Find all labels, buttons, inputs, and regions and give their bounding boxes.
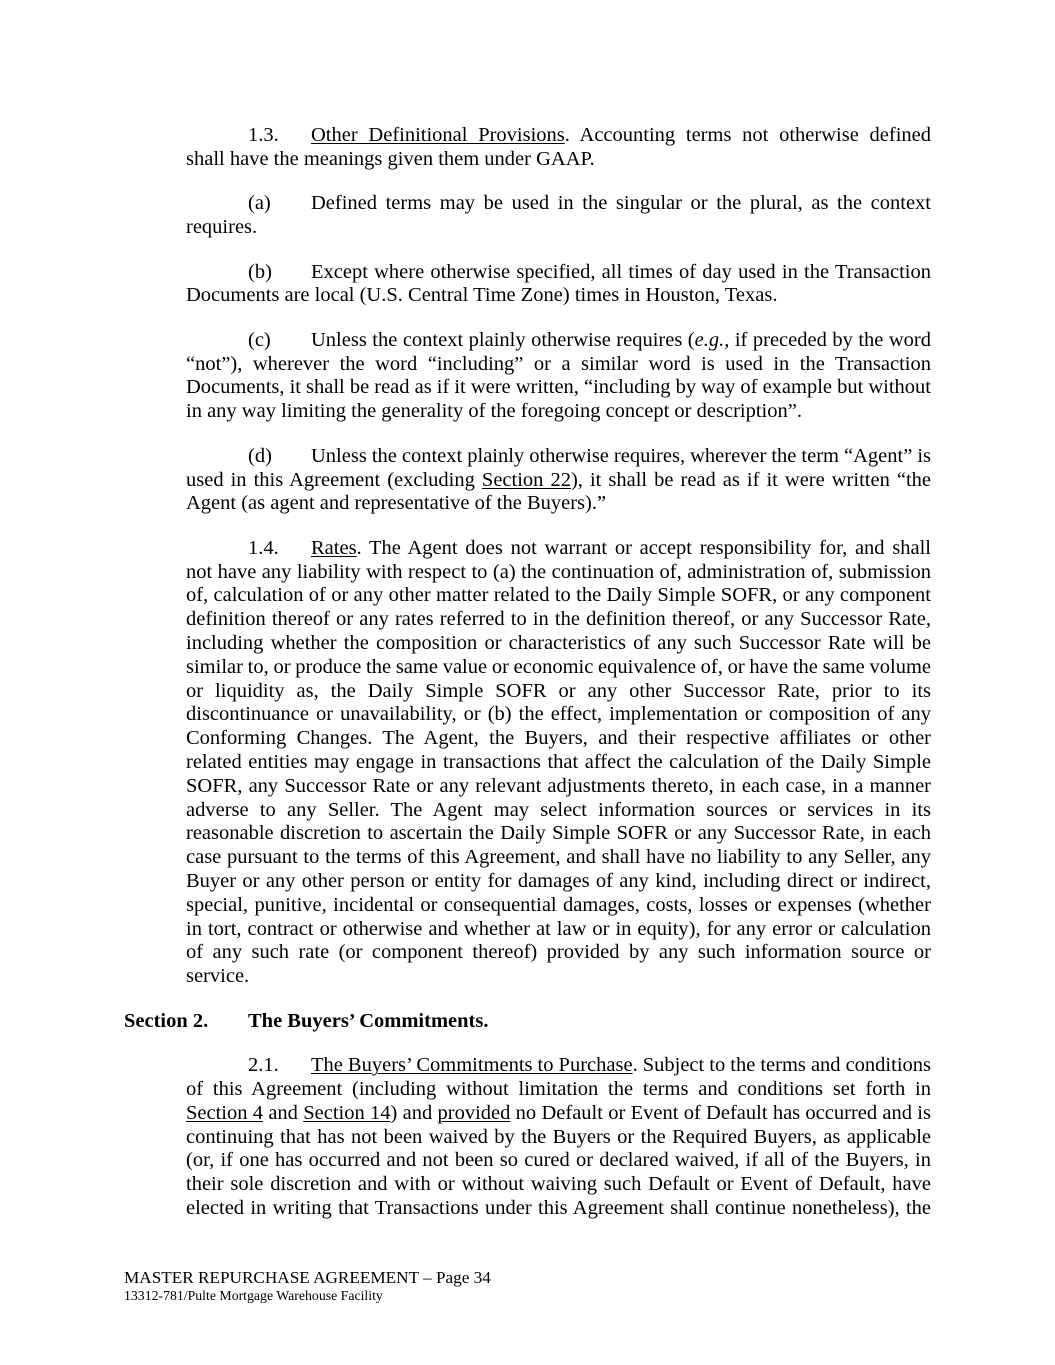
- text-line: [186, 376, 931, 400]
- paragraph-number: 1.3.: [248, 124, 279, 146]
- text-run: used in this Agreement (excluding: [186, 468, 482, 491]
- footer-title: MASTER REPURCHASE AGREEMENT – Page 34: [124, 1268, 491, 1287]
- text-run: . Accounting terms not otherwise defined: [564, 124, 931, 146]
- line-text: [311, 329, 931, 353]
- text-run: requires.: [186, 216, 258, 239]
- text-run: Conforming Changes. The Agent, the Buyers, and their respective affiliates or other: [186, 727, 931, 750]
- text-line: [186, 608, 931, 632]
- text-line: [186, 656, 931, 680]
- text-run: shall have the meanings given them under GAAP.: [186, 147, 595, 170]
- section-reference: Section 4: [186, 1101, 264, 1124]
- text-run: . Subject to the terms and conditions: [632, 1054, 931, 1077]
- text-run: Documents are local (U.S. Central Time Zone) times in Houston, Texas.: [186, 284, 778, 307]
- italic-abbreviation: e.g.: [694, 328, 725, 351]
- text-line: [186, 941, 931, 965]
- paragraph-1-4: [186, 537, 931, 989]
- text-run: SOFR, any Successor Rate or any relevant adjustments thereto, in each case, in a manner: [186, 774, 931, 797]
- line-text: [311, 445, 931, 469]
- text-run: Documents, it shall be read as if it were written, “including by way of example but without: [186, 376, 931, 399]
- text-line: [186, 751, 931, 775]
- text-run: , if preceded by the word: [724, 328, 931, 351]
- paragraph-caption: Other Definitional Provisions: [311, 124, 565, 146]
- footer-document-reference: 13312-781/Pulte Mortgage Warehouse Facility: [124, 1287, 383, 1303]
- text-run: discontinuance or unavailability, or (b) the effect, implementation or composition of any: [186, 703, 931, 726]
- subparagraph-b: [186, 261, 931, 309]
- text-line: [186, 1126, 931, 1150]
- subparagraph-d: [186, 445, 931, 516]
- text-run: continuing that has not been waived by the Buyers or the Required Buyers, as applicable: [186, 1125, 931, 1148]
- text-line: [186, 469, 931, 493]
- paragraph-number: (b): [248, 260, 272, 283]
- text-run: special, punitive, incidental or consequential damages, costs, losses or expenses (whether: [186, 893, 931, 916]
- text-run: Unless the context plainly otherwise requires (: [311, 328, 695, 351]
- text-line: [186, 353, 931, 377]
- line-text: [311, 261, 931, 285]
- text-run: service.: [186, 965, 250, 988]
- paragraph-number: (c): [248, 328, 271, 351]
- text-run: . The Agent does not warrant or accept responsibility for, and shall: [356, 536, 931, 559]
- text-line: [186, 703, 931, 727]
- line-text: [311, 537, 931, 561]
- paragraph-caption: Rates: [311, 536, 357, 559]
- text-line: [186, 1102, 931, 1126]
- text-line: [186, 1197, 931, 1221]
- text-run: of any such rate (or component thereof) provided by any such information source or: [186, 941, 931, 964]
- text-run: their sole discretion and with or without waiving such Default or Event of Default, have: [186, 1173, 931, 1196]
- paragraph-1-3: [186, 124, 931, 172]
- text-run: not have any liability with respect to (a) the continuation of, administration of, submission: [186, 560, 931, 583]
- subparagraph-a: [186, 192, 931, 240]
- text-line: [186, 846, 931, 870]
- text-run: ), it shall be read as if it were written “the: [570, 468, 931, 491]
- text-run: Unless the context plainly otherwise requires, wherever the term “Agent” is: [311, 444, 931, 467]
- text-run: “not”), wherever the word “including” or a similar word is used in the Transaction: [186, 352, 931, 375]
- text-line: [248, 537, 931, 561]
- section-reference: Section 14: [303, 1101, 391, 1124]
- document-body: [124, 124, 931, 1241]
- text-run: (or, if one has occurred and not been so cured or declared waived, if all of the Buyers, in: [186, 1149, 931, 1172]
- text-line: [186, 216, 931, 240]
- text-run: and: [263, 1101, 304, 1124]
- text-line: [186, 584, 931, 608]
- section-heading: [124, 1010, 931, 1034]
- text-line: [186, 561, 931, 585]
- text-line: [248, 192, 931, 216]
- paragraph-2-1: [186, 1054, 931, 1221]
- text-run: ) and: [390, 1101, 438, 1124]
- text-line: [186, 1149, 931, 1173]
- text-line: [186, 284, 931, 308]
- text-run: similar to, or produce the same value or economic equivalence of, or have the same volume: [186, 655, 931, 678]
- text-run: Buyer or any other person or entity for damages of any kind, including direct or indirect,: [186, 869, 931, 892]
- underlined-term: provided: [437, 1101, 511, 1124]
- text-run: no Default or Event of Default has occurred and is: [510, 1101, 931, 1124]
- section-title: The Buyers’ Commitments.: [248, 1009, 489, 1032]
- text-line: [248, 124, 931, 148]
- text-run: reasonable discretion to ascertain the Daily Simple SOFR or any Successor Rate, in each: [186, 822, 931, 845]
- text-line: [186, 1078, 931, 1102]
- text-line: [186, 870, 931, 894]
- text-line: [186, 799, 931, 823]
- text-line: [248, 329, 931, 353]
- text-run: case pursuant to the terms of this Agreement, and shall have no liability to any Seller, any: [186, 846, 931, 869]
- text-run: Agent (as agent and representative of the Buyers).”: [186, 492, 607, 515]
- text-line: [186, 492, 931, 516]
- text-line: [186, 918, 931, 942]
- section-number: Section 2.: [124, 1009, 209, 1032]
- text-line: [186, 400, 931, 424]
- text-run: Except where otherwise specified, all times of day used in the Transaction: [311, 260, 931, 283]
- text-run: in any way limiting the generality of the foregoing concept or description”.: [186, 400, 802, 423]
- text-run: including whether the composition or characteristics of any such Successor Rate will be: [186, 631, 931, 654]
- paragraph-caption: The Buyers’ Commitments to Purchase: [311, 1054, 633, 1077]
- text-line: [248, 1054, 931, 1078]
- page-footer: [124, 1268, 491, 1304]
- text-line: [186, 965, 931, 989]
- subparagraph-c: [186, 329, 931, 424]
- text-run: or liquidity as, the Daily Simple SOFR or any other Successor Rate, prior to its: [186, 679, 931, 702]
- paragraph-number: (a): [248, 192, 271, 215]
- text-run: of this Agreement (including without limitation the terms and conditions set forth in: [186, 1077, 931, 1100]
- text-line: [248, 261, 931, 285]
- text-line: [248, 445, 931, 469]
- text-line: [186, 822, 931, 846]
- line-text: [311, 1054, 931, 1078]
- text-run: in tort, contract or otherwise and whether at law or in equity), for any error or calculation: [186, 917, 931, 940]
- paragraph-number: 2.1.: [248, 1054, 279, 1077]
- text-line: [186, 680, 931, 704]
- text-line: [186, 894, 931, 918]
- text-line: [186, 727, 931, 751]
- text-run: Defined terms may be used in the singular or the plural, as the context: [311, 192, 931, 215]
- text-line: [186, 148, 931, 172]
- section-reference: Section 22: [481, 468, 571, 491]
- text-run: elected in writing that Transactions under this Agreement shall continue nonetheless), the: [186, 1196, 931, 1219]
- line-text: [311, 124, 931, 148]
- paragraph-number: 1.4.: [248, 536, 279, 559]
- text-run: definition thereof or any rates referred to in the definition thereof, or any Successor Rate,: [186, 608, 931, 631]
- text-line: [186, 1173, 931, 1197]
- line-text: [311, 192, 931, 216]
- text-line: [186, 775, 931, 799]
- paragraph-number: (d): [248, 444, 272, 467]
- text-line: [186, 632, 931, 656]
- text-run: related entities may engage in transactions that affect the calculation of the Daily Simple: [186, 750, 931, 773]
- text-run: of, calculation of or any other matter related to the Daily Simple SOFR, or any component: [186, 584, 931, 607]
- text-run: adverse to any Seller. The Agent may select information sources or services in its: [186, 798, 931, 821]
